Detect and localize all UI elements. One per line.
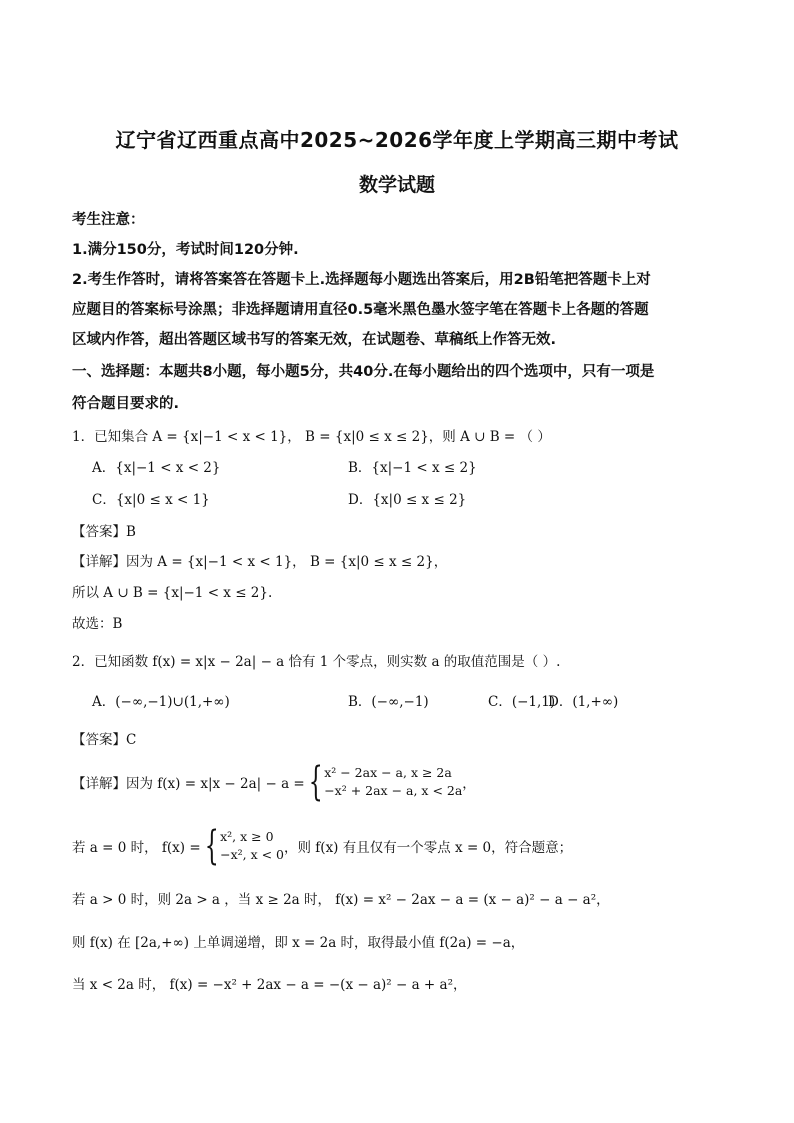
q2-option-a: A．(−∞,−1)∪(1,+∞)	[92, 694, 230, 710]
q2-piecewise-cases	[324, 764, 462, 800]
q2-case-a-zero-case-2: −x², x < 0	[220, 847, 285, 862]
notice-heading: 考生注意：	[72, 212, 145, 228]
q2-case-positive-line-3: 当 x < 2a 时， f(x) = −x² + 2ax − a = −(x − a)² − a + a²，	[72, 977, 467, 993]
notice-item-1: 1.满分150分，考试时间120分钟.	[72, 242, 299, 258]
notice-item-2-line-1: 2.考生作答时，请将答案答在答题卡上.选择题每小题选出答案后，用2B铅笔把答题卡上对	[72, 272, 651, 288]
q1-detail-line-2: 所以 A ∪ B = {x|−1 < x ≤ 2}.	[72, 585, 273, 601]
q2-case-positive-line-1: 若 a > 0 时，则 2a > a ，当 x ≥ 2a 时， f(x) = x² − 2ax − a = (x − a)² − a − a²，	[72, 892, 610, 908]
q2-piecewise-case-2: −x² + 2ax − a, x < 2a	[324, 783, 463, 798]
section-1-heading-line-1: 一、选择题：本题共8小题，每小题5分，共40分.在每小题给出的四个选项中，只有一项是	[72, 364, 655, 380]
q1-option-b: B．{x|−1 < x ≤ 2}	[348, 460, 477, 476]
q1-answer: 【答案】B	[72, 524, 136, 540]
q1-stem: 1．已知集合 A = {x|−1 < x < 1}， B = {x|0 ≤ x ≤ 2}，则 A ∪ B = （ ）	[72, 429, 551, 445]
q2-option-c: C．(−1,1)	[488, 694, 556, 710]
notice-item-2-line-3: 区域内作答，超出答题区域书写的答案无效，在试题卷、草稿纸上作答无效.	[72, 332, 557, 348]
q1-detail-line-1: 【详解】因为 A = {x|−1 < x < 1}， B = {x|0 ≤ x ≤ 2}，	[72, 554, 448, 570]
exam-subtitle: 数学试题	[358, 174, 435, 196]
q2-detail-piecewise	[72, 759, 476, 805]
q2-answer: 【答案】C	[72, 732, 137, 748]
q1-detail-line-3: 故选：B	[72, 616, 123, 632]
q2-case-a-zero-prefix: 若 a = 0 时， f(x) =	[72, 840, 201, 856]
section-1-heading-line-2: 符合题目要求的.	[72, 396, 180, 412]
q2-option-d: D．(1,+∞)	[548, 694, 619, 710]
exam-title: 辽宁省辽西重点高中2025~2026学年度上学期高三期中考试	[115, 128, 679, 152]
q2-case-positive-line-2: 则 f(x) 在 [2a,+∞) 上单调递增，即 x = 2a 时，取得最小值 f(2a) = −a，	[72, 935, 525, 951]
q2-case-a-zero-suffix: ，则 f(x) 有且仅有一个零点 x = 0，符合题意；	[284, 840, 573, 856]
q2-case-a-zero	[72, 823, 573, 869]
q2-detail-prefix: 【详解】因为 f(x) = x|x − 2a| − a =	[72, 776, 305, 792]
notice-item-2-line-2: 应题目的答案标号涂黑；非选择题请用直径0.5毫米黑色墨水签字笔在答题卡上各题的答题	[72, 302, 649, 318]
q2-stem: 2．已知函数 f(x) = x|x − 2a| − a 恰有 1 个零点，则实数 a 的取值范围是（ ）.	[72, 654, 561, 670]
q1-option-a: A．{x|−1 < x < 2}	[92, 460, 221, 476]
q1-option-d: D．{x|0 ≤ x ≤ 2}	[348, 492, 467, 508]
q2-case-a-zero-case-1: x², x ≥ 0	[220, 829, 274, 844]
left-brace-icon: {	[204, 823, 219, 869]
q2-detail-suffix: ，	[462, 776, 476, 792]
q2-piecewise-case-1: x² − 2ax − a, x ≥ 2a	[324, 765, 452, 780]
q2-option-b: B．(−∞,−1)	[348, 694, 429, 710]
q2-case-a-zero-cases	[220, 828, 284, 864]
left-brace-icon: {	[308, 759, 323, 805]
q1-option-c: C．{x|0 ≤ x < 1}	[92, 492, 210, 508]
